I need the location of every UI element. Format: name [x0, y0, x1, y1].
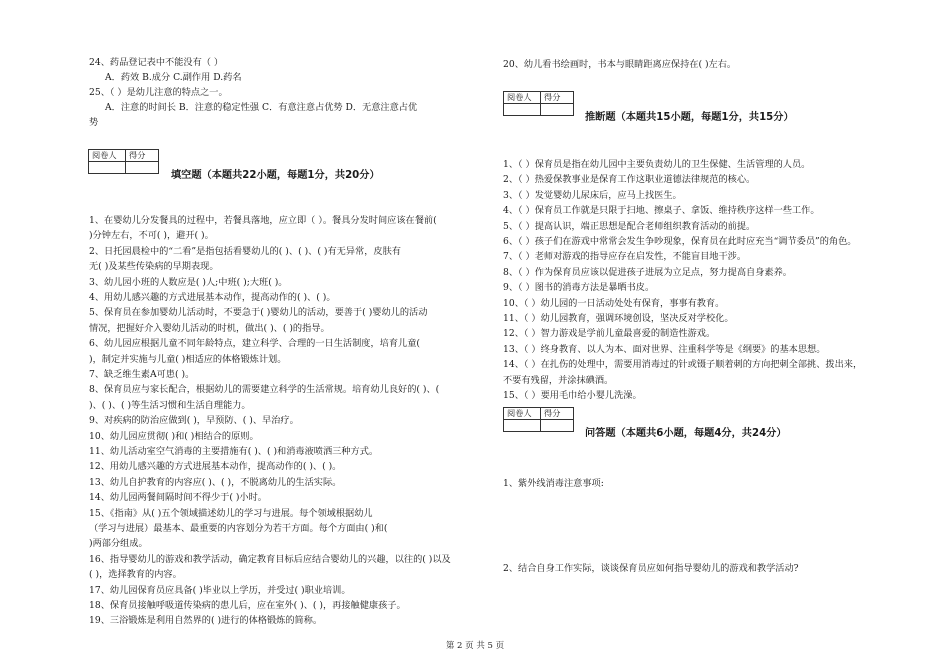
judge-question-line: 10、（ ）幼儿园的一日活动处处有保育，事事有教育。: [503, 297, 725, 309]
fill-question-line: 10、幼儿园应贯彻( )和( )相结合的原则。: [89, 430, 259, 442]
score-box-judge: [503, 91, 574, 116]
judge-question-line: 4、（ ）保育员工作就是只限于扫地、擦桌子、拿饭、维持秩序这样一些工作。: [503, 205, 820, 217]
judge-question-line: 7、（ ）老师对游戏的指导应存在启发性，不能盲目地干涉。: [503, 251, 747, 263]
judge-question-line: 不要有残留，并涂抹碘酒。: [503, 374, 614, 386]
judge-question-line: 15、（ ）要用毛巾给小婴儿洗澡。: [503, 390, 642, 401]
judge-question-line: 1、（ ）保育员是指在幼儿园中主要负责幼儿的卫生保健、生活管理的人员。: [503, 159, 811, 170]
section-title-judge: 推断题（本题共15小题，每题1分，共15分）: [585, 112, 794, 123]
reviewer-cell[interactable]: [504, 420, 541, 432]
reviewer-label: 阅卷人: [89, 150, 126, 162]
score-cell[interactable]: [126, 162, 159, 174]
score-label: 得分: [126, 150, 159, 162]
section-title-fill: 填空题（本题共22小题，每题1分，共20分）: [171, 170, 380, 181]
fill-question-line: 情况，把握好介入婴幼儿活动的时机，做出( )、( )的指导。: [89, 322, 330, 334]
fill-question-line: 14、幼儿园两餐间隔时间不得少于( )小时。: [89, 492, 267, 504]
reviewer-label: 阅卷人: [504, 408, 541, 420]
reviewer-cell[interactable]: [89, 162, 126, 174]
judge-question-line: 12、（ ）智力游戏是学前儿童最喜爱的制造性游戏。: [503, 328, 716, 340]
fill-question-line: 12、用幼儿感兴趣的方式进展基本动作，提高动作的( )、( )。: [89, 461, 342, 473]
score-box-qa: [503, 407, 574, 432]
fill-question-line: 11、幼儿活动室空气消毒的主要措施有( )、( )和消毒液喷洒三种方式。: [89, 446, 379, 457]
judge-question-line: 9、（ ）图书的消毒方法是暴晒书皮。: [503, 282, 655, 294]
fill-question-line: 9、对疾病的防治应做到( )，早预防、( )、早治疗。: [89, 415, 299, 427]
judge-question-line: 13、（ ）终身教育、以人为本、面对世界、注重科学等是《纲要》的基本思想。: [503, 343, 826, 355]
fill-question-line: 2、日托园晨检中的“二看”是指包括看婴幼儿的( )、( )、( )有无异常，皮肤有: [89, 245, 401, 257]
judge-question-line: 14、（ ）在扎伤的处理中，需要用消毒过的针或镊子顺着刺的方向把刺全部挑、拨出来，: [503, 359, 863, 371]
judge-question-line: 3、（ ）发觉婴幼儿尿床后，应马上找医生。: [503, 189, 682, 201]
question-25: 25、（ ）是幼儿注意的特点之一。: [89, 87, 228, 98]
judge-question-line: 5、（ ）提高认识，端正思想是配合老师组织教育活动的前提。: [503, 220, 756, 232]
judge-question-line: 2、（ ）热爱保教事业是保育工作这职业道德法律规范的核心。: [503, 174, 756, 186]
reviewer-cell[interactable]: [504, 104, 541, 116]
fill-question-line: 4、用幼儿感兴趣的方式进展基本动作，提高动作的( )、( )。: [89, 292, 336, 303]
fill-question-line: 19、三浴锻炼是利用自然界的( )进行的体格锻炼的简称。: [89, 615, 323, 627]
question-20: 20、幼儿看书绘画时，书本与眼睛距离应保持在( )左右。: [503, 59, 737, 70]
question-25-options-wrap: 势: [89, 117, 99, 128]
fill-question-line: )、( )、( )等生活习惯和生活自理能力。: [89, 399, 251, 411]
qa-question-1: 1、紫外线消毒注意事项:: [503, 478, 604, 489]
fill-question-line: )两部分组成。: [89, 538, 148, 550]
section-title-qa: 问答题（本题共6小题，每题4分，共24分）: [585, 428, 787, 439]
score-label: 得分: [541, 92, 574, 104]
fill-question-line: 7、缺乏维生素A可患( )。: [89, 369, 195, 380]
reviewer-label: 阅卷人: [504, 92, 541, 104]
question-24-options: A．药效 B.成分 C.副作用 D.药名: [105, 72, 242, 83]
fill-question-line: 16、指导婴幼儿的游戏和教学活动，确定教育目标后应结合婴幼儿的兴趣，以往的( )以及: [89, 553, 451, 565]
fill-question-line: 3、幼儿园小班的人数应是( )人;中班( );大班( )。: [89, 276, 288, 288]
fill-question-line: 6、幼儿园应根据儿童不同年龄特点，建立科学、合理的一日生活制度，培育儿童(: [89, 338, 420, 350]
judge-question-line: 6、（ ）孩子们在游戏中常常会发生争吵现象，保育员在此时应充当“调节委员”的角色。: [503, 236, 857, 247]
fill-question-line: 1、在婴幼儿分发餐具的过程中，若餐具落地，应立即（ ）。餐具分发时间应该在餐前(: [89, 215, 437, 226]
fill-question-line: 13、幼儿自护教育的内容应( )、( )，不脱离幼儿的生活实际。: [89, 476, 342, 488]
judge-question-line: 11、（ ）幼儿园教育，强调环境创设，坚决反对学校化。: [503, 313, 734, 324]
fill-question-line: )分钟左右，不可( )，避开( )。: [89, 230, 214, 242]
fill-question-line: 17、幼儿园保育员应具备( )毕业以上学历，并受过( )职业培训。: [89, 584, 351, 596]
page-number: 第 2 页 共 5 页: [445, 641, 505, 651]
question-24: 24、药品登记表中不能没有（ ）: [89, 57, 224, 68]
fill-question-line: 15、《指南》从( )五个领域描述幼儿的学习与进展。每个领域根据幼儿: [89, 507, 373, 519]
fill-question-line: 5、保育员在参加婴幼儿活动时，不要急于( )婴幼儿的活动，要善于( )婴幼儿的活动: [89, 307, 428, 319]
question-25-options: A．注意的时间长 B．注意的稳定性强 C．有意注意占优势 D．无意注意占优: [105, 102, 418, 113]
score-box-fill: [88, 149, 159, 174]
fill-question-line: 18、保育员接触呼吸道传染病的患儿后，应在室外( )、( )，再接触健康孩子。: [89, 600, 406, 611]
qa-question-2: 2、结合自身工作实际，谈谈保育员应如何指导婴幼儿的游戏和教学活动?: [503, 563, 799, 574]
fill-question-line: )，制定并实施与儿童( )相适应的体格锻炼计划。: [89, 353, 287, 365]
judge-question-line: 8、（ ）作为保育员应该以促进孩子进展为立足点，努力提高自身素养。: [503, 266, 792, 278]
score-cell[interactable]: [541, 420, 574, 432]
fill-question-line: 8、保育员应与家长配合，根据幼儿的需要建立科学的生活常规。培育幼儿良好的( )、(: [89, 384, 440, 396]
fill-question-line: ( )，选择教育的内容。: [89, 569, 182, 581]
score-cell[interactable]: [541, 104, 574, 116]
fill-question-line: （学习与进展）最基本、最重要的内容划分为若干方面。每个方面由( )和(: [89, 523, 388, 534]
score-label: 得分: [541, 408, 574, 420]
fill-question-line: 无( )及某些传染病的早期表现。: [89, 261, 219, 273]
